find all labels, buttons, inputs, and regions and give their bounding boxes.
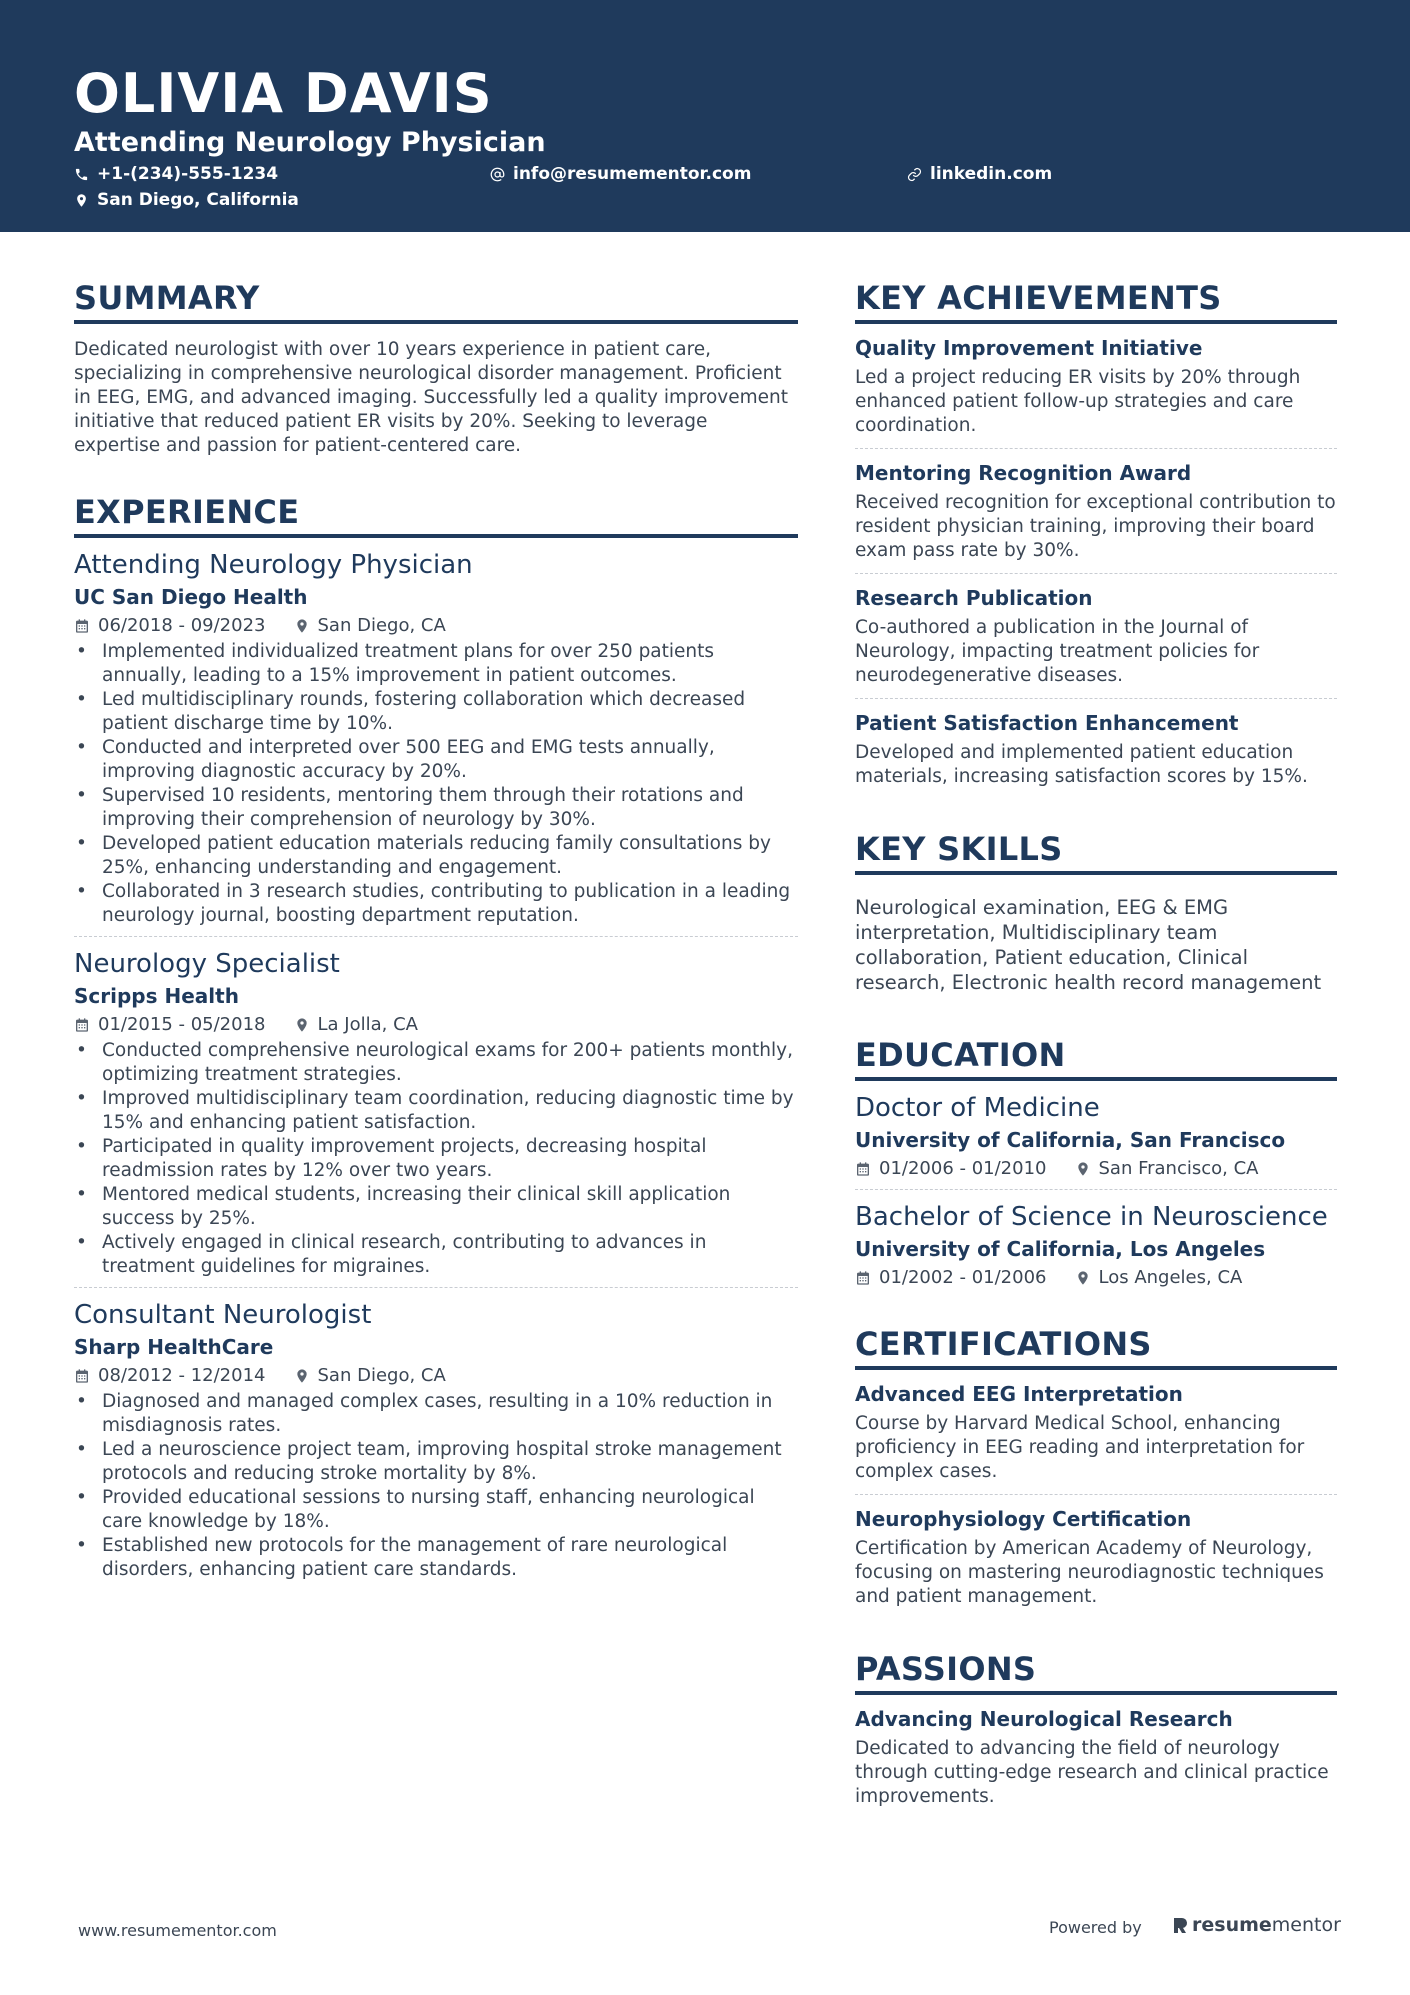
- phone-text: +1-(234)-555-1234: [97, 164, 279, 184]
- achievement-item: [855, 698, 1337, 799]
- job-role: Attending Neurology Physician: [74, 550, 473, 580]
- at-icon: [490, 167, 505, 182]
- education-school: University of California, Los Angeles: [855, 1237, 1266, 1261]
- skills-text: Neurological examination, EEG & EMG interpretation, Multidisciplinary team collaboration, Patient education, Clinical research, Electronic health record management: [855, 896, 1322, 994]
- footer-brand-logo[interactable]: [1172, 1914, 1341, 1936]
- passion-title: Advancing Neurological Research: [855, 1707, 1233, 1731]
- calendar-icon: [855, 1270, 871, 1286]
- bullet-item: • Conducted comprehensive neurological exams for 200+ patients monthly, optimizing treatment strategies.: [74, 1039, 798, 1087]
- achievements-heading: KEY ACHIEVEMENTS: [855, 280, 1337, 324]
- education-item: [855, 1189, 1337, 1290]
- passion-desc: Dedicated to advancing the field of neurology through cutting-edge research and clinical practice improvements.: [855, 1738, 1329, 1807]
- resumementor-logo-icon: [1172, 1916, 1188, 1934]
- job-location: San Diego, CA: [317, 615, 446, 636]
- job-bullets: [74, 1390, 798, 1582]
- achievement-title: Patient Satisfaction Enhancement: [855, 711, 1239, 735]
- education-location: San Francisco, CA: [1098, 1158, 1259, 1179]
- job-entry: [74, 936, 798, 1279]
- job-bullets: [74, 1039, 798, 1279]
- achievement-title: Quality Improvement Initiative: [855, 336, 1203, 360]
- education-dates: 01/2002 - 01/2006: [879, 1267, 1047, 1288]
- certification-desc: Certification by American Academy of Neurology, focusing on mastering neurodiagnostic techniques and patient management.: [855, 1538, 1324, 1607]
- phone-icon: [74, 167, 89, 182]
- certification-item: [855, 1370, 1337, 1494]
- job-dates: 01/2015 - 05/2018: [98, 1014, 266, 1035]
- bullet-item: • Actively engaged in clinical research, contributing to advances in treatment guidelines for migraines.: [74, 1231, 798, 1279]
- location-pin-icon: [1075, 1161, 1091, 1177]
- achievement-desc: Led a project reducing ER visits by 20% through enhanced patient follow-up strategies and care coordination.: [855, 367, 1301, 436]
- job-location: La Jolla, CA: [317, 1014, 418, 1035]
- achievement-item: [855, 448, 1337, 573]
- job-company: UC San Diego Health: [74, 585, 308, 609]
- bullet-item: • Led a neuroscience project team, improving hospital stroke management protocols and reducing stroke mortality by 8%.: [74, 1438, 798, 1486]
- certification-title: Advanced EEG Interpretation: [855, 1382, 1183, 1406]
- bullet-item: • Conducted and interpreted over 500 EEG and EMG tests annually, improving diagnostic accuracy by 20%.: [74, 736, 798, 784]
- job-bullets: [74, 640, 798, 928]
- passion-item: [855, 1695, 1337, 1819]
- linkedin-text: linkedin.com: [930, 164, 1053, 184]
- bullet-item: • Participated in quality improvement projects, decreasing hospital readmission rates by 12% over two years.: [74, 1135, 798, 1183]
- skills-heading: KEY SKILLS: [855, 831, 1337, 875]
- job-entry: [74, 1287, 798, 1582]
- job-role: Neurology Specialist: [74, 949, 340, 979]
- contact-linkedin[interactable]: [907, 163, 1052, 185]
- email-text: info@resumementor.com: [513, 164, 752, 184]
- job-entry: [74, 538, 798, 928]
- right-column: [855, 280, 1337, 1819]
- passions-heading: PASSIONS: [855, 1651, 1337, 1695]
- certifications-section: [855, 1326, 1337, 1619]
- brand-bold-text: resume: [1192, 1914, 1272, 1936]
- achievement-item: [855, 324, 1337, 448]
- contact-email[interactable]: [490, 163, 751, 185]
- job-meta: [74, 1364, 798, 1388]
- achievement-item: [855, 573, 1337, 698]
- certification-item: [855, 1494, 1337, 1619]
- candidate-name: OLIVIA DAVIS: [74, 62, 493, 125]
- education-heading: EDUCATION: [855, 1037, 1337, 1081]
- link-icon: [907, 167, 922, 182]
- resume-header: [0, 0, 1410, 232]
- calendar-icon: [74, 618, 90, 634]
- summary-heading: SUMMARY: [74, 280, 798, 324]
- summary-text: Dedicated neurologist with over 10 years experience in patient care, specializing in comprehensive neurological disorder management. Proficient in EEG, EMG, and advanced imaging. Successfully led a quality improvement initiative that reduced patient ER visits by 20%. Seeking to leverage expertise and passion for patient-centered care.: [74, 339, 789, 456]
- bullet-item: • Improved multidisciplinary team coordination, reducing diagnostic time by 15% and enhancing patient satisfaction.: [74, 1087, 798, 1135]
- location-pin-icon: [1075, 1270, 1091, 1286]
- job-dates: 06/2018 - 09/2023: [98, 615, 266, 636]
- education-degree: Doctor of Medicine: [855, 1093, 1100, 1123]
- location-pin-icon: [294, 618, 310, 634]
- certification-desc: Course by Harvard Medical School, enhancing proficiency in EEG reading and interpretation for complex cases.: [855, 1413, 1305, 1482]
- achievement-desc: Co-authored a publication in the Journal of Neurology, impacting treatment policies for neurodegenerative diseases.: [855, 617, 1260, 686]
- contact-location: [74, 189, 299, 211]
- education-dates: 01/2006 - 01/2010: [879, 1158, 1047, 1179]
- calendar-icon: [855, 1161, 871, 1177]
- job-location: San Diego, CA: [317, 1365, 446, 1386]
- bullet-item: • Established new protocols for the management of rare neurological disorders, enhancing patient care standards.: [74, 1534, 798, 1582]
- bullet-item: • Collaborated in 3 research studies, contributing to publication in a leading neurology journal, boosting department reputation.: [74, 880, 798, 928]
- education-meta: [855, 1266, 1337, 1290]
- achievement-desc: Developed and implemented patient education materials, increasing satisfaction scores by 15%.: [855, 742, 1308, 787]
- bullet-item: • Mentored medical students, increasing their clinical skill application success by 25%.: [74, 1183, 798, 1231]
- job-company: Scripps Health: [74, 984, 239, 1008]
- location-pin-icon: [294, 1017, 310, 1033]
- footer-powered-by: Powered by: [1049, 1918, 1142, 1937]
- education-degree: Bachelor of Science in Neuroscience: [855, 1202, 1328, 1232]
- job-meta: [74, 614, 798, 638]
- bullet-item: • Implemented individualized treatment plans for over 250 patients annually, leading to a 15% improvement in patient outcomes.: [74, 640, 798, 688]
- achievement-title: Mentoring Recognition Award: [855, 461, 1192, 485]
- experience-section: [74, 494, 798, 1582]
- footer-website-link[interactable]: www.resumementor.com: [78, 1921, 277, 1940]
- calendar-icon: [74, 1017, 90, 1033]
- job-role: Consultant Neurologist: [74, 1300, 372, 1330]
- achievement-desc: Received recognition for exceptional contribution to resident physician training, improving their board exam pass rate by 30%.: [855, 492, 1336, 561]
- bullet-item: • Supervised 10 residents, mentoring them through their rotations and improving their comprehension of neurology by 30%.: [74, 784, 798, 832]
- location-pin-icon: [74, 193, 89, 208]
- job-meta: [74, 1013, 798, 1037]
- education-meta: [855, 1157, 1337, 1181]
- experience-heading: EXPERIENCE: [74, 494, 798, 538]
- job-dates: 08/2012 - 12/2014: [98, 1365, 266, 1386]
- summary-section: [74, 280, 798, 458]
- certifications-heading: CERTIFICATIONS: [855, 1326, 1337, 1370]
- brand-light-text: mentor: [1271, 1914, 1341, 1936]
- education-item: [855, 1081, 1337, 1181]
- education-school: University of California, San Francisco: [855, 1128, 1286, 1152]
- bullet-item: • Diagnosed and managed complex cases, resulting in a 10% reduction in misdiagnosis rates.: [74, 1390, 798, 1438]
- bullet-item: • Provided educational sessions to nursing staff, enhancing neurological care knowledge by 18%.: [74, 1486, 798, 1534]
- candidate-title: Attending Neurology Physician: [74, 127, 546, 158]
- bullet-item: • Developed patient education materials reducing family consultations by 25%, enhancing understanding and engagement.: [74, 832, 798, 880]
- location-text: San Diego, California: [97, 190, 299, 210]
- education-location: Los Angeles, CA: [1098, 1267, 1243, 1288]
- skills-section: [855, 831, 1337, 995]
- achievements-section: [855, 280, 1337, 799]
- job-company: Sharp HealthCare: [74, 1335, 274, 1359]
- bullet-item: • Led multidisciplinary rounds, fostering collaboration which decreased patient discharge time by 10%.: [74, 688, 798, 736]
- education-section: [855, 1037, 1337, 1290]
- certification-title: Neurophysiology Certification: [855, 1507, 1192, 1531]
- left-column: [74, 280, 798, 1582]
- passions-section: [855, 1651, 1337, 1819]
- location-pin-icon: [294, 1368, 310, 1384]
- calendar-icon: [74, 1368, 90, 1384]
- achievement-title: Research Publication: [855, 586, 1093, 610]
- contact-phone[interactable]: [74, 163, 278, 185]
